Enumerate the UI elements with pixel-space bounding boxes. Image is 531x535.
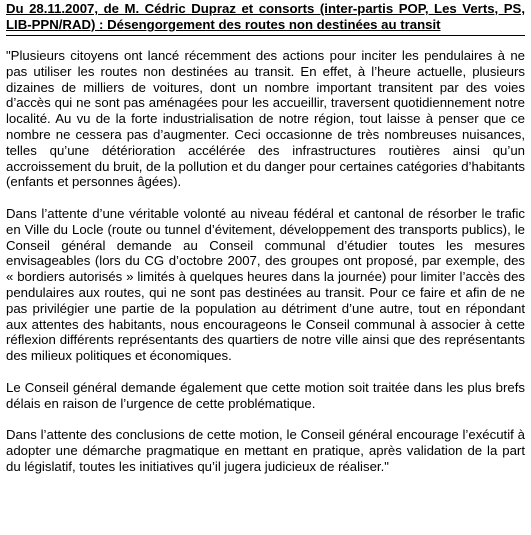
motion-heading bbox=[6, 1, 525, 33]
heading-divider bbox=[6, 35, 525, 36]
paragraph-2: Dans l’attente d’une véritable volonté au niveau fédéral et cantonal de résorber le trafic en Ville du Locle (route ou tunnel d’évitement, développement des transports publics), le Conseil général demande au Conseil communal d’étudier toutes les mesures envisageables (lors du CG d’octobre 2007, des groupes ont proposé, par exemple, des « bordiers autorisés » limités à quelques heures dans la journée) pour limiter l’accès des pendulaires aux routes, qui ne sont pas destinées au transit. Pour ce faire et afin de ne pas privilégier une partie de la population au détriment d’une autre, tout en répondant aux attentes des habitants, nous encourageons le Conseil communal à associer à cette réflexion différents représentants des quartiers de notre ville ainsi que des représentants des milieux politiques et économiques. bbox=[6, 205, 525, 364]
paragraph-3: Le Conseil général demande également que cette motion soit traitée dans les plus brefs délais en raison de l’urgence de cette problématique. bbox=[6, 379, 525, 411]
motion-date: Du 28.11.2007, bbox=[6, 1, 99, 16]
paragraph-1: "Plusieurs citoyens ont lancé récemment des actions pour inciter les pendulaires à ne pas utiliser les routes non destinées au transit. En effet, à l’heure actuelle, plusieurs dizaines de milliers de voitures, dont un nombre important transitent par des voies d’accès qui ne sont pas aménagées pour les accueillir, traversent quotidiennement notre localité. Au vu de la forte industrialisation de notre région, tout laisse à penser que ce nombre ne cessera pas d’augmenter. Ceci occasionne de très nombreuses nuisances, telles qu’une détérioration accélérée des infrastructures routières ainsi qu’un accroissement du bruit, de la pollution et du danger pour certaines catégories d’habitants (enfants et personnes âgées). bbox=[6, 48, 525, 190]
motion-title: de M. Cédric Dupraz et consorts (inter-partis POP, Les Verts, PS, LIB-PPN/RAD) : Désengorgement des routes non destinées au transit bbox=[6, 1, 525, 32]
motion-body bbox=[6, 48, 525, 475]
paragraph-4: Dans l’attente des conclusions de cette motion, le Conseil général encourage l’exécutif à adopter une démarche pragmatique en mettant en pratique, après validation de la part du législatif, toutes les initiatives qu’il jugera judicieux de réaliser." bbox=[6, 427, 525, 474]
